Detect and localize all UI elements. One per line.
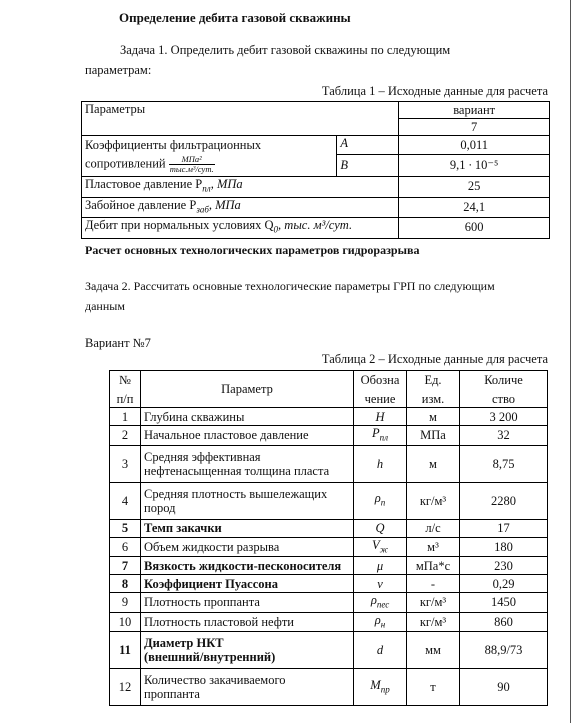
param-text: Плотность проппанта <box>144 595 260 610</box>
page-edge-line <box>570 0 571 723</box>
task2-text <box>85 276 548 316</box>
row-symbol <box>354 557 407 575</box>
table1-a-value: 0,011 <box>399 136 550 155</box>
symbol-main: d <box>376 643 384 657</box>
param-line1: Средняя эффективная <box>144 449 261 464</box>
row-unit: л/с <box>407 519 460 537</box>
row-unit: мм <box>407 632 460 669</box>
row-number: 12 <box>110 669 141 706</box>
row-unit: МПа <box>407 426 460 446</box>
row-param <box>141 426 354 446</box>
symbol-main: ρ <box>374 491 381 506</box>
symbol-main: ρ <box>370 593 377 607</box>
header-quantity-line1: Количе <box>484 372 523 387</box>
row-label-text: Дебит при нормальных условиях Q <box>85 218 274 232</box>
table1-row <box>82 177 550 198</box>
row-label-text: Забойное давление P <box>85 197 197 212</box>
task2-line1: Задача 2. Рассчитать основные технологические параметры ГРП по следующим <box>85 279 495 293</box>
param-text: Начальное пластовое давление <box>144 428 309 443</box>
table1-header-param: Параметры <box>82 102 399 136</box>
table2-header-row <box>110 371 548 408</box>
coef-unit-denominator: тыс.м³/сут. <box>169 164 214 174</box>
symbol-main: μ <box>376 558 384 573</box>
section2-title: Расчет основных технологических параметров гидроразрыва <box>85 243 420 257</box>
row-value: 2280 <box>460 482 548 519</box>
param-line2: нефтенасыщенная толщина пласта <box>144 463 330 478</box>
table2-row <box>110 557 548 575</box>
row-param <box>141 557 354 575</box>
header-unit <box>407 371 460 408</box>
symbol-main: v <box>377 576 383 591</box>
row-symbol <box>354 575 407 593</box>
row-unit: кг/м³ <box>407 612 460 632</box>
row-symbol <box>354 669 407 706</box>
row-unit: т <box>407 669 460 706</box>
table1-header-row <box>82 102 550 119</box>
param-text: Плотность пластовой нефти <box>144 614 294 629</box>
row-value: 88,9/73 <box>460 632 548 669</box>
symbol-main: V <box>371 537 380 552</box>
param-text: Вязкость жидкости-песконосителя <box>144 558 342 573</box>
symbol-main: H <box>375 409 385 424</box>
row-param <box>141 408 354 426</box>
param-line2: (внешний/внутренний) <box>144 650 276 664</box>
table2-row <box>110 632 548 669</box>
row-unit: мПа*с <box>407 557 460 575</box>
row-symbol <box>354 426 407 446</box>
row-symbol <box>354 445 407 482</box>
param-text: Темп закачки <box>144 521 222 535</box>
table2-caption: Таблица 2 – Исходные данные для расчета <box>321 352 548 366</box>
row-param <box>141 445 354 482</box>
row-number: 4 <box>110 482 141 519</box>
table1-caption: Таблица 1 – Исходные данные для расчета <box>321 84 548 98</box>
symbol-main: h <box>376 456 384 471</box>
table1-row <box>82 197 550 218</box>
table2-row <box>110 612 548 632</box>
symbol-subscript: пес <box>376 599 390 610</box>
param-line1: Средняя плотность вышележащих <box>144 486 328 501</box>
param-line2: проппанта <box>144 687 200 701</box>
row-param <box>141 537 354 557</box>
row-number: 8 <box>110 575 141 593</box>
table1-row <box>82 218 550 239</box>
symbol-main: Q <box>375 521 385 535</box>
table2-row <box>110 445 548 482</box>
table1 <box>81 101 550 239</box>
row-number: 1 <box>110 408 141 426</box>
symbol-subscript: пр <box>380 684 390 695</box>
row-label-sub: 0 <box>273 224 279 235</box>
table2-row <box>110 426 548 446</box>
row-param <box>141 632 354 669</box>
table2-row <box>110 593 548 613</box>
table1-coef-label <box>82 136 337 177</box>
param-text: Глубина скважины <box>144 409 245 424</box>
table1-header-variant: вариант <box>399 102 550 119</box>
header-symbol <box>354 371 407 408</box>
document-title: Определение дебита газовой скважины <box>119 10 351 25</box>
table1-row-value: 24,1 <box>399 197 550 218</box>
row-symbol <box>354 519 407 537</box>
table1-variant-value: 7 <box>399 119 550 136</box>
header-symbol-line1: Обозна <box>360 372 400 387</box>
table1-b-symbol: B <box>337 155 399 177</box>
row-number: 10 <box>110 612 141 632</box>
row-unit: - <box>407 575 460 593</box>
table2-row <box>110 537 548 557</box>
header-number-line1: № <box>119 372 131 387</box>
row-param <box>141 669 354 706</box>
table1-row-label <box>82 197 399 218</box>
param-text: Объем жидкости разрыва <box>144 539 280 554</box>
symbol-subscript: пл <box>379 432 389 443</box>
param-line2: пород <box>144 500 176 515</box>
row-param <box>141 519 354 537</box>
row-param <box>141 575 354 593</box>
row-number: 5 <box>110 519 141 537</box>
row-label-unit: , тыс. м³/сут. <box>278 218 353 232</box>
row-symbol <box>354 537 407 557</box>
row-unit: кг/м³ <box>407 593 460 613</box>
row-label-text: Пластовое давление P <box>85 177 203 191</box>
task1-line2: параметрам: <box>85 63 152 77</box>
row-label-sub: заб <box>196 204 209 214</box>
coef-label-line1: Коэффициенты фильтрационных <box>85 138 262 152</box>
symbol-subscript: п <box>380 497 386 508</box>
symbol-main: P <box>371 426 380 440</box>
header-symbol-line2: чение <box>364 391 396 406</box>
row-symbol <box>354 612 407 632</box>
row-number: 3 <box>110 445 141 482</box>
table2-row <box>110 575 548 593</box>
row-value: 17 <box>460 519 548 537</box>
symbol-main: M <box>370 677 381 692</box>
row-symbol <box>354 593 407 613</box>
row-unit: м <box>407 408 460 426</box>
header-number-line2: п/п <box>116 391 134 406</box>
task1-line1: Задача 1. Определить дебит газовой скважины по следующим <box>120 43 451 57</box>
row-number: 7 <box>110 557 141 575</box>
task1-text <box>85 40 548 80</box>
row-value: 0,29 <box>460 575 548 593</box>
header-quantity <box>460 371 548 408</box>
table1-row-label <box>82 177 399 198</box>
row-param <box>141 593 354 613</box>
row-label-sub: пл <box>202 183 211 194</box>
table2-row <box>110 519 548 537</box>
table1-a-symbol: A <box>337 136 399 155</box>
param-line1: Количество закачиваемого <box>144 673 286 687</box>
table1-coef-row-a <box>82 136 550 155</box>
row-value: 3 200 <box>460 408 548 426</box>
row-value: 860 <box>460 612 548 632</box>
symbol-subscript: н <box>380 619 386 629</box>
row-label-unit: , МПа <box>208 197 241 212</box>
table2-row <box>110 669 548 706</box>
table2 <box>109 370 548 706</box>
row-symbol <box>354 632 407 669</box>
task2-line2: данным <box>85 299 125 313</box>
row-value: 230 <box>460 557 548 575</box>
row-label-unit: , МПа <box>210 177 243 191</box>
coef-unit-numerator: МПа² <box>169 155 215 165</box>
row-number: 6 <box>110 537 141 557</box>
table1-row-label <box>82 218 399 239</box>
table1-row-value: 25 <box>399 177 550 198</box>
header-unit-line1: Ед. <box>424 372 442 387</box>
row-unit: кг/м³ <box>407 482 460 519</box>
table2-row <box>110 482 548 519</box>
row-value: 90 <box>460 669 548 706</box>
row-value: 180 <box>460 537 548 557</box>
row-value: 32 <box>460 426 548 446</box>
variant-label: Вариант №7 <box>85 336 151 350</box>
table1-b-value: 9,1 ∙ 10⁻⁵ <box>399 155 550 177</box>
param-line1: Диаметр НКТ <box>144 636 224 650</box>
row-number: 9 <box>110 593 141 613</box>
symbol-subscript: ж <box>379 544 388 554</box>
table2-row <box>110 408 548 426</box>
coef-label-text: сопротивлений <box>85 156 166 171</box>
row-symbol <box>354 482 407 519</box>
table2-body <box>110 408 548 706</box>
param-text: Коэффициент Пуассона <box>144 576 278 591</box>
header-number <box>110 371 141 408</box>
row-param <box>141 482 354 519</box>
row-value: 1450 <box>460 593 548 613</box>
header-param: Параметр <box>141 371 354 408</box>
header-unit-line2: изм. <box>421 391 445 406</box>
coef-label-line2 <box>85 155 333 174</box>
row-unit: м <box>407 445 460 482</box>
row-number: 11 <box>110 632 141 669</box>
table1-row-value: 600 <box>399 218 550 239</box>
row-param <box>141 612 354 632</box>
row-value: 8,75 <box>460 445 548 482</box>
symbol-main: ρ <box>374 612 381 627</box>
coef-unit-fraction <box>169 155 215 174</box>
row-symbol <box>354 408 407 426</box>
row-number: 2 <box>110 426 141 446</box>
row-unit: м³ <box>407 537 460 557</box>
header-quantity-line2: ство <box>491 391 516 406</box>
